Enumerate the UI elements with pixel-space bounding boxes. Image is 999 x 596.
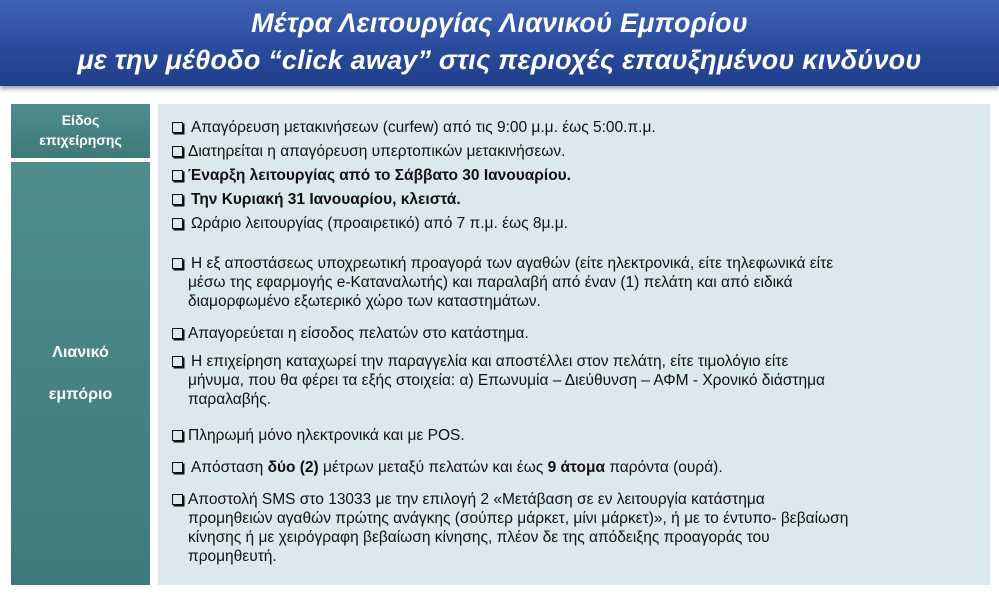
checkbox-bullet-icon bbox=[172, 328, 183, 339]
title-line-1: Μέτρα Λειτουργίας Λιανικού Εμπορίου bbox=[251, 8, 748, 38]
checkbox-bullet-icon bbox=[172, 146, 183, 157]
item-text: Απαγόρευση μετακινήσεων (curfew) από τις 9:00 μ.μ. έως 5:00.π.μ. bbox=[191, 119, 656, 136]
list-item bbox=[172, 458, 984, 477]
item-text: Απαγορεύεται η είσοδος πελατών στο κατάστημα. bbox=[188, 325, 529, 342]
list-item bbox=[172, 214, 984, 233]
item-text-bold: 9 άτομα bbox=[547, 459, 606, 476]
retail-label-2: εμπόριο bbox=[48, 386, 113, 403]
item-text: Έναρξη λειτουργίας από το Σάββατο 30 Ιανουαρίου. bbox=[188, 167, 571, 184]
list-item bbox=[172, 254, 984, 311]
retail-category-cell bbox=[11, 162, 150, 585]
retail-label-1: Λιανικό bbox=[52, 344, 109, 361]
item-text: Διατηρείται η απαγόρευση υπερτοπικών μετακινήσεων. bbox=[188, 143, 566, 160]
item-text: Την Κυριακή 31 Ιανουαρίου, κλειστά. bbox=[191, 191, 461, 208]
list-item bbox=[172, 190, 984, 209]
item-text: προμηθειών αγαθών πρώτης ανάγκης (σούπερ μάρκετ, μίνι μάρκετ)», ή με το έντυπο- βεβαίωση bbox=[188, 510, 849, 527]
checkbox-bullet-icon bbox=[172, 194, 183, 205]
list-item bbox=[172, 142, 984, 161]
checkbox-bullet-icon bbox=[172, 122, 183, 133]
item-text: Απόσταση bbox=[191, 459, 268, 476]
checkbox-bullet-icon bbox=[172, 356, 183, 367]
item-text: διαμορφωμένο εξωτερικό χώρο των καταστημάτων. bbox=[188, 293, 541, 310]
checkbox-bullet-icon bbox=[172, 462, 183, 473]
list-item bbox=[172, 324, 984, 343]
item-text-bold: δύο (2) bbox=[267, 459, 319, 476]
item-text: παρόντα (ουρά). bbox=[605, 459, 723, 476]
checkbox-bullet-icon bbox=[172, 218, 183, 229]
item-text: κίνησης ή με χειρόγραφη βεβαίωση κίνησης, πλέον δε της απόδειξης προαγοράς του bbox=[188, 529, 770, 546]
item-text: μήνυμα, που θα φέρει τα εξής στοιχεία: α) Επωνυμία – Διεύθυνση – ΑΦΜ - Χρονικό διάστημα bbox=[188, 372, 826, 389]
item-text: Ωράριο λειτουργίας (προαιρετικό) από 7 π.μ. έως 8μ.μ. bbox=[191, 215, 568, 232]
checkbox-bullet-icon bbox=[172, 170, 183, 181]
item-text: Αποστολή SMS στο 13033 με την επιλογή 2 «Μετάβαση σε εν λειτουργία κατάστημα bbox=[188, 491, 765, 508]
title-banner bbox=[0, 0, 999, 86]
title-line-2: με την μέθοδο “click away” στις περιοχές επαυξημένου κινδύνου bbox=[77, 45, 922, 75]
item-text: Η επιχείρηση καταχωρεί την παραγγελία και αποστέλλει στον πελάτη, είτε τιμολόγιο είτε bbox=[191, 353, 789, 370]
list-item bbox=[172, 352, 984, 409]
item-text: μέσω της εφαρμογής e-Καταναλωτής) και παραλαβή από έναν (1) πελάτη και από ειδικά bbox=[188, 274, 793, 291]
business-type-label-1: Είδος bbox=[61, 112, 100, 128]
item-text: Πληρωμή μόνο ηλεκτρονικά και με POS. bbox=[188, 427, 465, 444]
list-item bbox=[172, 118, 984, 137]
business-type-label-2: επιχείρησης bbox=[39, 132, 122, 148]
item-text: προμηθευτή. bbox=[188, 548, 277, 565]
list-item bbox=[172, 426, 984, 445]
checkbox-bullet-icon bbox=[172, 494, 183, 505]
item-text: παραλαβής. bbox=[188, 391, 272, 408]
item-text: Η εξ αποστάσεως υποχρεωτική προαγορά των αγαθών (είτε ηλεκτρονικά, είτε τηλεφωνικά είτε bbox=[191, 255, 834, 272]
measures-panel bbox=[158, 104, 990, 585]
checkbox-bullet-icon bbox=[172, 430, 183, 441]
item-text: μέτρων μεταξύ πελατών και έως bbox=[318, 459, 548, 476]
list-item bbox=[172, 490, 984, 566]
checkbox-bullet-icon bbox=[172, 258, 183, 269]
business-type-header bbox=[11, 104, 150, 158]
list-item bbox=[172, 166, 984, 185]
